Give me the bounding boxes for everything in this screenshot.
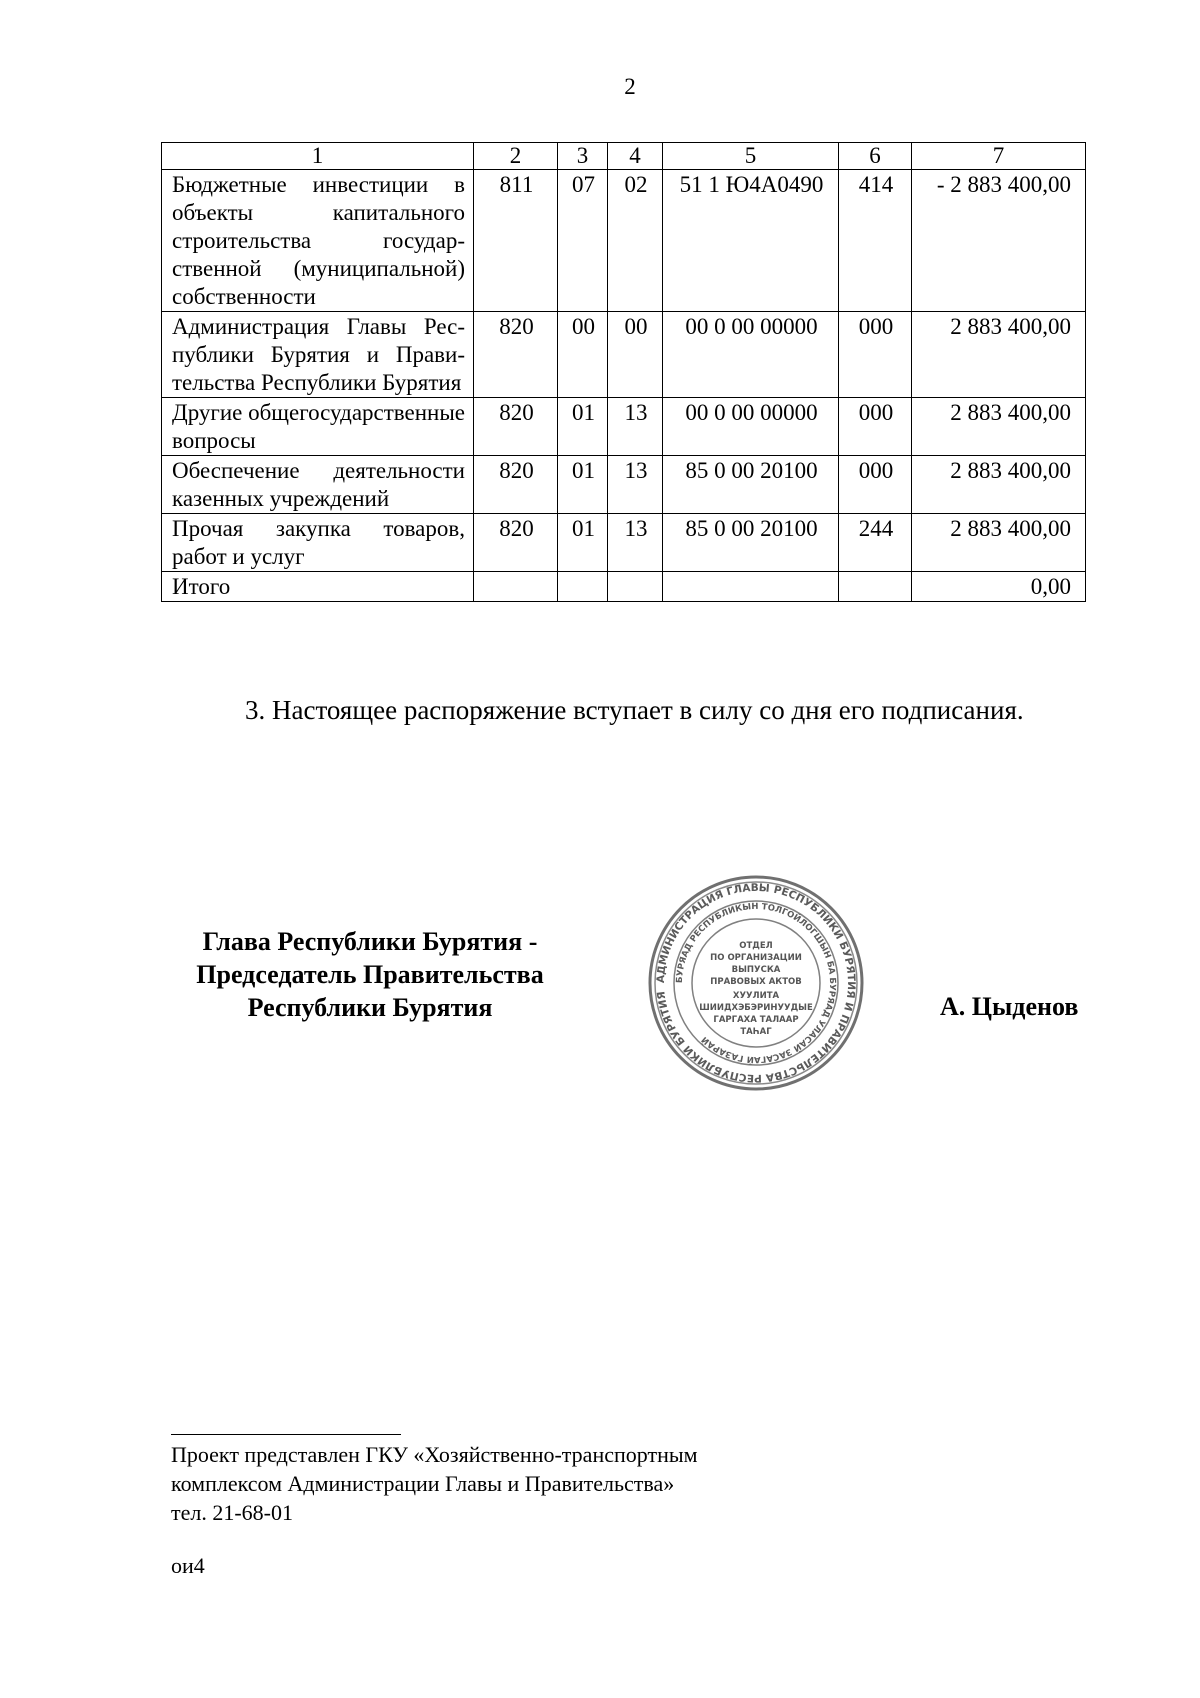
empty-cell xyxy=(839,572,912,602)
code-cell: 000 xyxy=(839,398,912,456)
footnote-line: тел. 21-68-01 xyxy=(171,1500,294,1525)
stamp-outer-text: АДМИНИСТРАЦИЯ ГЛАВЫ РЕСПУБЛИКИ БУРЯТИЯ И ПРАВИТЕЛЬСТВА РЕСПУБЛИКИ БУРЯТИЯ xyxy=(654,881,858,1085)
header-cell: 6 xyxy=(839,143,912,170)
table-row xyxy=(162,312,1086,398)
row-name-cell: Обеспечение деятельности казенных учреждений xyxy=(162,456,474,514)
table-total-row xyxy=(162,572,1086,602)
code-cell: 13 xyxy=(608,398,663,456)
table-header-row xyxy=(162,143,1086,170)
code-cell: 820 xyxy=(474,456,558,514)
row-name-cell: Другие общегосударственные вопросы xyxy=(162,398,474,456)
footnote-divider xyxy=(171,1434,401,1435)
code-cell: 000 xyxy=(839,312,912,398)
empty-cell xyxy=(558,572,608,602)
code-cell: 414 xyxy=(839,170,912,312)
header-cell: 2 xyxy=(474,143,558,170)
empty-cell xyxy=(474,572,558,602)
stamp-inner-text: БУРЯАД РЕСПУБЛИКЫН ТОЛГОЙЛОГШЫН БА БУРЯАД УЛАСАЙ ЗАСАГАЙ ГАЗАРАЙ xyxy=(674,901,838,1065)
stamp-center-line: ВЫПУСКА xyxy=(731,965,781,975)
official-stamp xyxy=(645,872,867,1094)
signature-title-line: Республики Бурятия xyxy=(247,993,493,1022)
stamp-center-line: ШИИДХЭБЭРИНУУДЫЕ xyxy=(699,1003,813,1013)
code-cell: 820 xyxy=(474,514,558,572)
footnote-line: Проект представлен ГКУ «Хозяйственно-транспортным xyxy=(171,1442,698,1467)
code-cell: 01 xyxy=(558,398,608,456)
row-name-cell: Администрация Главы Республики Бурятия и Правительства Республики Бурятия xyxy=(162,312,474,398)
code-cell: 07 xyxy=(558,170,608,312)
code-cell: 51 1 Ю4А0490 xyxy=(663,170,839,312)
table-row xyxy=(162,398,1086,456)
table-row xyxy=(162,514,1086,572)
code-cell: 13 xyxy=(608,456,663,514)
stamp-center-line: ПО ОРГАНИЗАЦИИ xyxy=(710,953,802,963)
document-code: ои4 xyxy=(171,1553,205,1578)
code-cell: 00 xyxy=(558,312,608,398)
row-name-cell: Бюджетные инвестиции в объекты капитального строительства государственной (муниципальной) собственности xyxy=(162,170,474,312)
header-cell: 3 xyxy=(558,143,608,170)
stamp-center-line: ГАРГАХА ТАЛААР xyxy=(713,1015,799,1025)
code-cell: 820 xyxy=(474,398,558,456)
stamp-center-line: ХУУЛИТА xyxy=(732,991,780,1001)
code-cell: 85 0 00 20100 xyxy=(663,514,839,572)
row-name-cell: Прочая закупка товаров, работ и услуг xyxy=(162,514,474,572)
code-cell: 02 xyxy=(608,170,663,312)
signatory-name: А. Цыденов xyxy=(940,992,1079,1021)
empty-cell xyxy=(608,572,663,602)
footnote xyxy=(171,1440,698,1527)
amount-cell: - 2 883 400,00 xyxy=(912,170,1086,312)
code-cell: 01 xyxy=(558,514,608,572)
clause-text: 3. Настоящее распоряжение вступает в силу со дня его подписания. xyxy=(245,695,1024,725)
amount-cell: 2 883 400,00 xyxy=(912,456,1086,514)
budget-table xyxy=(161,142,1086,602)
code-cell: 000 xyxy=(839,456,912,514)
total-value: 0,00 xyxy=(912,572,1086,602)
page-number: 2 xyxy=(624,74,636,99)
empty-cell xyxy=(663,572,839,602)
stamp-center-line: ТАҺАГ xyxy=(740,1027,772,1037)
code-cell: 85 0 00 20100 xyxy=(663,456,839,514)
stamp-center-line: ПРАВОВЫХ АКТОВ xyxy=(710,977,802,987)
code-cell: 01 xyxy=(558,456,608,514)
amount-cell: 2 883 400,00 xyxy=(912,514,1086,572)
table-row xyxy=(162,170,1086,312)
stamp-seal-icon xyxy=(645,872,867,1094)
table-row xyxy=(162,456,1086,514)
code-cell: 00 0 00 00000 xyxy=(663,312,839,398)
amount-cell: 2 883 400,00 xyxy=(912,398,1086,456)
footnote-line: комплексом Администрации Главы и Правительства» xyxy=(171,1471,675,1496)
signature-title-line: Глава Республики Бурятия - xyxy=(202,927,538,956)
total-label: Итого xyxy=(162,572,474,602)
code-cell: 00 0 00 00000 xyxy=(663,398,839,456)
code-cell: 820 xyxy=(474,312,558,398)
amount-cell: 2 883 400,00 xyxy=(912,312,1086,398)
code-cell: 00 xyxy=(608,312,663,398)
signature-title xyxy=(150,925,590,1024)
stamp-center-line: ОТДЕЛ xyxy=(739,941,773,951)
header-cell: 4 xyxy=(608,143,663,170)
signature-title-line: Председатель Правительства xyxy=(196,960,544,989)
code-cell: 13 xyxy=(608,514,663,572)
code-cell: 244 xyxy=(839,514,912,572)
header-cell: 1 xyxy=(162,143,474,170)
code-cell: 811 xyxy=(474,170,558,312)
header-cell: 7 xyxy=(912,143,1086,170)
header-cell: 5 xyxy=(663,143,839,170)
